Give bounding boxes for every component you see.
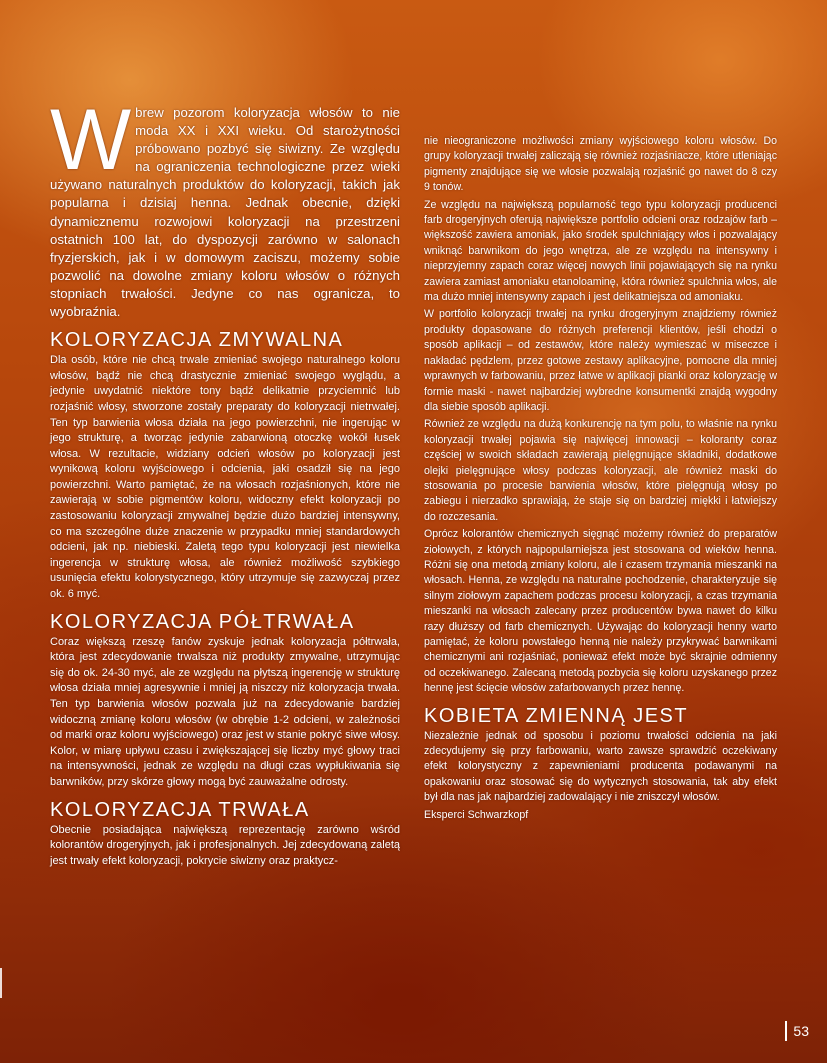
section-paragraph-poltrwala: Coraz większą rzeszę fanów zyskuje jednak koloryzacja półtrwała, która jest zdecydowanie trwalsza niż produkty zmywalne, utrzymując się do ok. 24-30 myć, ale ze względu na płytszą ingerencję w strukturę włosa działa mniej agresywnie i mniej ją niszczy niż koloryzacja trwała. Ten typ barwienia włosów pozwala już na zdecydowanie bardziej widoczną zmianę koloru włosów (w obrębie 1-2 odcieni, w zależności od marki oraz koloru wyjściowego) oraz jest w stanie pokryć siwe włosy. Kolor, w miarę upływu czasu i zwiększającej się liczby myć głowy traci na intensywności, jednak ze względu na długi czas wypłukiwania się barwników, przy skórze głowy mogą być zauważalne odrosty. — [50, 635, 400, 788]
right-paragraph-3: W portfolio koloryzacji trwałej na rynku drogeryjnym znajdziemy również produkty dopasowane do różnych preferencji klientów, jeśli chodzi o sposób aplikacji – od zestawów, które należy wymieszać w miseczce i nakładać pędzlem, przez gotowe zestawy aplikacyjne, pomocne dla mniej wprawnych w farbowaniu, przez łatwe w aplikacji pianki oraz koloryzację w formie maski - nawet najbardziej wybredne konsumentki znajdą wygodny dla siebie sposób aplikacji. — [424, 308, 777, 413]
section-paragraph-zmywalna: Dla osób, które nie chcą trwale zmieniać swojego naturalnego koloru włosów, bądź nie chcą drastycznie zmieniać swojego wyglądu, a jedynie uwydatnić niektóre tony bądź delikatnie przyciemnić lub rozjaśnić włosy, stworzone zostały preparaty do koloryzacji nietrwałej. Ten typ barwienia włosa działa na jego powierzchni, nie ingerując w jego strukturę, a tworząc jedynie zabarwioną otoczkę wokół łusek włosa. W rezultacie, widziany odcień włosów po koloryzacji jest wynikową koloru wyjściowego i odcienia, jaki osadził się na jego powierzchni. Warto pamiętać, że na włosach rozjaśnionych, które nie zawierają w sobie pigmentów koloru, widoczny efekt koloryzacji po zastosowaniu koloryzacji zmywalnej będzie dużo bardziej intensywny, co ma szczególne duże znaczenie w przypadku mniej standardowych odcieni, jak np. niebieski. Zaletą tego typu koloryzacji jest niewielka ingerencja w strukturę włosa, ale również możliwość szybkiego usunięcia efektu kolorystycznego, który utrzymuje się zazwyczaj przez ok. 6 myć. — [50, 354, 400, 601]
right-paragraph-1: nie nieograniczone możliwości zmiany wyjściowego koloru włosów. Do grupy koloryzacji trwałej zaliczają się również rozjaśniacze, które utleniając pigmenty znajdujące się we włosie pozwalają rozjaśnić go nawet do 8 czy 9 tonów. — [424, 135, 777, 194]
section-heading-kobieta: KOBIETA ZMIENNĄ JEST — [424, 704, 689, 727]
page-number: 53 — [793, 1023, 809, 1039]
right-paragraph-5: Oprócz kolorantów chemicznych sięgnąć możemy również do preparatów ziołowych, z których najpopularniejsza jest stosowana od wieków henna. Różni się ona metodą zmiany koloru, ale i czasem trzymania mieszanki na włosach. Henna, ze względu na naturalne pochodzenie, charakteryzuje się silnym ziołowym zapachem podczas procesu koloryzacji, a czas trzymania mieszanki na włosach zalecany przez producentów bywa nawet do kilku razy dłuższy od farb chemicznych. Używając do koloryzacji henny warto pamiętać, że koloru powstałego henną nie należy przykrywać barwnikami chemicznymi ani rozjaśniać, ponieważ efekt może być skrajnie odmienny od oczekiwanego. Zalecaną metodą pozbycia się koloru uzyskanego przez hennę jest ścięcie włosów zafarbowanych przez hennę. — [424, 528, 777, 695]
signature: Eksperci Schwarzkopf — [424, 808, 529, 821]
right-column — [424, 134, 777, 825]
edge-mark — [0, 968, 2, 998]
right-paragraph-4: Również ze względu na dużą konkurencję na tym polu, to właśnie na rynku koloryzacji trwałej pojawia się najwięcej innowacji – koloranty coraz częściej w swoich składach zawierają pielęgnujące składniki, dodatkowe olejki pielęgnujące włosy podczas koloryzacji, ale również maski do stosowania po procesie barwienia włosów, które pielęgnują włosy po zabiegu i nierzadko sprawiają, że staje się on bardziej miękki i łatwiejszy do rozczesania. — [424, 418, 777, 523]
left-column — [50, 92, 400, 871]
intro-text: brew pozorom koloryzacja włosów to nie moda XX i XXI wieku. Od starożytności próbowano pozbyć się siwizny. Ze względu na ograniczenia technologiczne przez wieki używano naturalnych produktów do koloryzacji, takich jak popularna i dzisiaj henna. Jednak obecnie, dzięki dynamicznemu rozwojowi koloryzacji na przestrzeni ostatnich 100 lat, do dyspozycji zarówno w salonach fryzjerskich, jak i w domowym zaciszu, możemy sobie pozwolić na dowolne zmiany koloru włosów o różnych stopniach trwałości. Jedyne co nas ogranicza, to wyobraźnia. — [50, 105, 400, 320]
drop-cap: W — [50, 92, 130, 188]
section-heading-zmywalna: KOLORYZACJA ZMYWALNA — [50, 329, 344, 352]
section-paragraph-trwala: Obecnie posiadająca największą reprezentację zarówno wśród kolorantów drogeryjnych, jak i profesjonalnych. Jej zdecydowaną zaletą jest trwały efekt koloryzacji, pokrycie siwizny oraz praktycz- — [50, 823, 400, 867]
page-number-bar — [785, 1021, 787, 1041]
section-paragraph-kobieta: Niezależnie jednak od sposobu i poziomu trwałości odcienia na jaki zdecydujemy się przy farbowaniu, warto zawsze sprawdzić oczekiwany efekt kolorystyczny z zapewnieniami producenta podawanymi na opakowaniu oraz stosować się do wytycznych stosowania, tak aby efekt był dla nas jak najbardziej zadowalający i nie zniszczył włosów. — [424, 729, 777, 804]
section-heading-poltrwala: KOLORYZACJA PÓŁTRWAŁA — [50, 610, 355, 633]
page-number-block — [785, 1021, 809, 1041]
section-heading-trwala: KOLORYZACJA TRWAŁA — [50, 798, 310, 821]
article-intro — [50, 92, 400, 321]
right-paragraph-2: Ze względu na największą popularność tego typu koloryzacji producenci farb drogeryjnych oferują największe portfolio odcieni oraz rodzajów farb – większość zawiera amoniak, jako środek spulchniający włos i pozwalający wniknąć barwnikom do jego wnętrza, ale ze względu na intensywny i nieprzyjemny zapach coraz więcej nowych linii pojawiających się na rynku zawiera zamiast amoniaku etanoloaminę, która również spulchnia włos, ale ma dużo mniej intensywny zapach i jest delikatniejsza od amoniaku. — [424, 198, 777, 304]
